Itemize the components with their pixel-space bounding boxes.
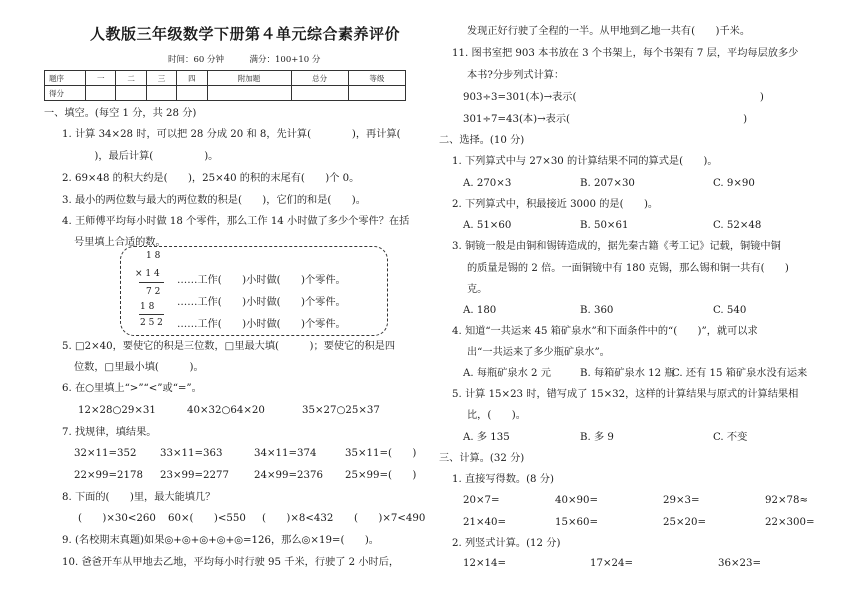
section-heading: 三、计算。(32 分) — [439, 453, 525, 464]
multiplication-digits: 7 2 — [146, 287, 161, 297]
question-text: 本书?分步列式计算： — [467, 70, 565, 81]
choice-option[interactable]: C. 还有 15 箱矿泉水没有运来 — [672, 368, 808, 379]
page-title: 人教版三年级数学下册第４单元综合素养评价 — [90, 25, 401, 43]
pattern-item: 25×99=( ) — [345, 470, 417, 481]
inequality-item: 60×( )<550 — [168, 513, 246, 524]
pattern-item: 22×99=2178 — [74, 470, 143, 481]
choice-option[interactable]: B. 360 — [580, 305, 614, 316]
question-text: 的质量是锡的 2 倍。一面铜镜中有 180 克锡，那么锡和铜一共有( ) — [467, 263, 789, 274]
score-cell: 三 — [146, 71, 176, 86]
score-cell: 等级 — [348, 71, 405, 86]
inequality-item: ( )×30<260 — [78, 513, 156, 524]
choice-option[interactable]: B. 207×30 — [580, 178, 635, 189]
comparison-item: 35×27○25×37 — [302, 405, 380, 416]
multiplication-digits: 1 8 — [146, 251, 161, 261]
question-text: 2. 69×48 的积大约是( )，25×40 的积的末尾有( )个 0。 — [62, 173, 360, 184]
question-text: 5. □2×40，要使它的积是三位数，□里最大填( )；要使它的积是四 — [62, 341, 396, 352]
question-text: 1. 直接写得数。(8 分) — [452, 474, 554, 485]
score-cell: 四 — [177, 71, 207, 86]
question-text: 11. 图书室把 903 本书放在 3 个书架上，每个书架有 7 层，平均每层放多少 — [452, 48, 799, 59]
oral-calc-item: 29×3= — [663, 495, 700, 506]
pattern-item: 23×99=2277 — [160, 470, 229, 481]
multiplication-line — [139, 282, 164, 283]
pattern-item: 34×11=374 — [254, 448, 317, 459]
score-cell: 附加题 — [207, 71, 291, 86]
question-text: 出“一共运来了多少瓶矿泉水”。 — [467, 347, 610, 358]
choice-option[interactable]: C. 540 — [713, 305, 747, 316]
score-cell: 总分 — [291, 71, 348, 86]
choice-option[interactable]: C. 9×90 — [713, 178, 755, 189]
choice-option[interactable]: A. 180 — [463, 305, 497, 316]
oral-calc-item: 40×90= — [555, 495, 598, 506]
choice-option[interactable]: A. 多 135 — [463, 432, 510, 443]
question-text: 301÷7=43(本)→表示( ) — [463, 114, 748, 125]
oral-calc-item: 22×300= — [765, 517, 815, 528]
multiplication-digits: × 1 4 — [135, 269, 160, 279]
exam-info: 时间：60 分钟 满分：100+10 分 — [168, 55, 321, 65]
question-text: 6. 在○里填上“>”“<”或“=”。 — [62, 383, 202, 394]
question-text: 3. 铜镜一般是由铜和锡铸造成的，据先秦古籍《考工记》记载，铜镜中铜 — [452, 241, 781, 252]
question-text: 发现正好行驶了全程的一半。从甲地到乙地一共有( )千米。 — [467, 26, 751, 37]
question-text: 5. 计算 15×23 时，错写成了 15×32，这样的计算结果与原式的计算结果相 — [452, 389, 799, 400]
choice-option[interactable]: A. 每瓶矿泉水 2 元 — [463, 368, 551, 379]
question-text: 8. 下面的( )里，最大能填几？ — [62, 492, 216, 503]
score-input-cell[interactable] — [177, 86, 207, 101]
score-input-cell[interactable] — [86, 86, 116, 101]
score-table — [44, 70, 406, 101]
score-table-header-row — [45, 71, 406, 86]
comparison-item: 40×32○64×20 — [187, 405, 265, 416]
question-text: 4. 知道“一共运来 45 箱矿泉水”和下面条件中的“( )”，就可以求 — [452, 326, 758, 337]
question-text: 4. 王师傅平均每小时做 18 个零件，那么工作 14 小时做了多少个零件？在括 — [62, 216, 410, 227]
score-cell: 二 — [116, 71, 146, 86]
question-text: 号里填上合适的数。 — [74, 237, 166, 248]
question-text: 10. 爸爸开车从甲地去乙地，平均每小时行驶 95 千米，行驶了 2 小时后， — [62, 557, 400, 568]
oral-calc-item: 25×20= — [663, 517, 706, 528]
pattern-item: 32×11=352 — [74, 448, 137, 459]
inequality-item: ( )×8<432 — [262, 513, 334, 524]
score-input-cell[interactable] — [207, 86, 291, 101]
choice-option[interactable]: A. 270×3 — [463, 178, 512, 189]
work-hours-line: ……工作( )小时做( )个零件。 — [177, 319, 346, 330]
pattern-item: 33×11=363 — [160, 448, 223, 459]
question-text: 903÷3=301(本)→表示( ) — [463, 92, 764, 103]
work-hours-line: ……工作( )小时做( )个零件。 — [177, 297, 346, 308]
vertical-calc-item: 36×23= — [718, 558, 761, 569]
choice-option[interactable]: C. 不变 — [713, 432, 748, 443]
vertical-calc-item: 12×14= — [463, 558, 506, 569]
score-cell: 题序 — [45, 71, 86, 86]
question-text: 1. 计算 34×28 时，可以把 28 分成 20 和 8，先计算( )，再计算( — [62, 129, 401, 140]
inequality-item: ( )×7<490 — [354, 513, 426, 524]
multiplication-digits: 2 5 2 — [140, 318, 163, 328]
question-text: 位数，□里最小填( )。 — [74, 362, 204, 373]
score-input-cell[interactable] — [116, 86, 146, 101]
choice-option[interactable]: B. 多 9 — [580, 432, 614, 443]
pattern-item: 35×11=( ) — [345, 448, 417, 459]
choice-option[interactable]: A. 51×60 — [463, 220, 512, 231]
section-heading: 二、选择。(10 分) — [439, 135, 525, 146]
score-input-cell[interactable] — [146, 86, 176, 101]
score-cell: 一 — [86, 71, 116, 86]
choice-option[interactable]: B. 50×61 — [580, 220, 629, 231]
oral-calc-item: 15×60= — [555, 517, 598, 528]
multiplication-line — [139, 314, 164, 315]
choice-option[interactable]: B. 每箱矿泉水 12 瓶 — [580, 368, 675, 379]
multiplication-digits: 1 8 — [140, 302, 155, 312]
score-input-cell[interactable] — [291, 86, 348, 101]
section-heading: 一、填空。(每空 1 分，共 28 分) — [44, 108, 197, 119]
question-text: )，最后计算( )。 — [74, 151, 219, 162]
question-text: 9. (名校期末真题)如果◎+◎+◎+◎+◎=126，那么◎×19=( )。 — [62, 535, 379, 546]
oral-calc-item: 92×78≈ — [765, 495, 808, 506]
score-table-score-row — [45, 86, 406, 101]
question-text: 克。 — [467, 284, 488, 295]
question-text: 7. 找规律，填结果。 — [62, 427, 157, 438]
pattern-item: 24×99=2376 — [254, 470, 323, 481]
question-text: 1. 下列算式中与 27×30 的计算结果不同的算式是( )。 — [452, 156, 718, 167]
score-input-cell[interactable] — [348, 86, 405, 101]
score-cell: 得分 — [45, 86, 86, 101]
work-hours-line: ……工作( )小时做( )个零件。 — [177, 275, 346, 286]
question-text: 2. 列竖式计算。(12 分) — [452, 538, 561, 549]
oral-calc-item: 21×40= — [463, 517, 506, 528]
choice-option[interactable]: C. 52×48 — [713, 220, 762, 231]
question-text: 比，( )。 — [467, 410, 526, 421]
question-text: 2. 下列算式中，积最接近 3000 的是( )。 — [452, 199, 659, 210]
question-text: 3. 最小的两位数与最大的两位数的积是( )，它们的和是( )。 — [62, 195, 366, 206]
oral-calc-item: 20×7= — [463, 495, 500, 506]
vertical-calc-item: 17×24= — [590, 558, 633, 569]
comparison-item: 12×28○29×31 — [78, 405, 156, 416]
